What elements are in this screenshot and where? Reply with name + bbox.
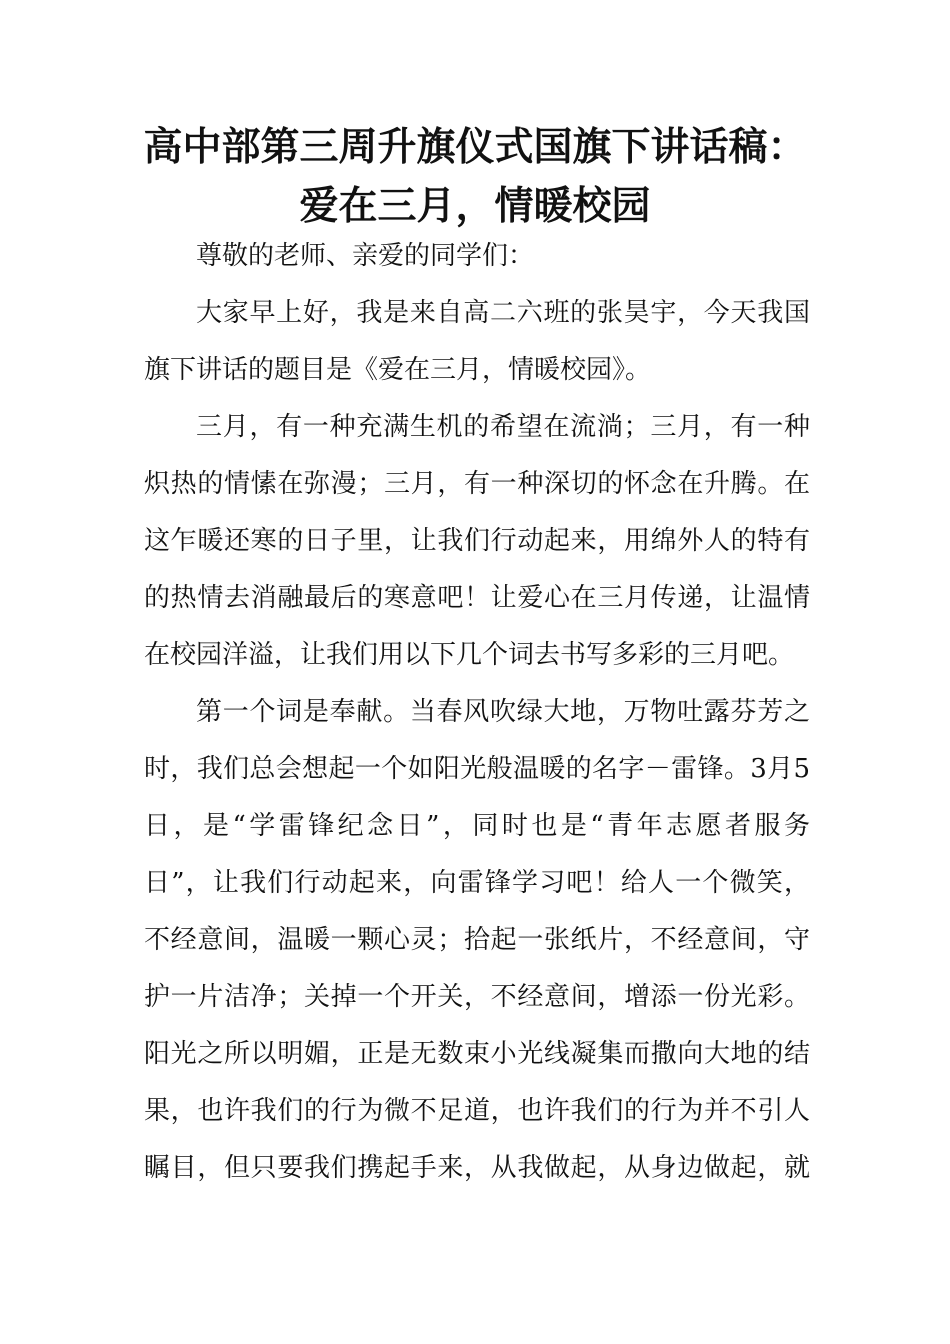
paragraph-line: 护一片洁净；关掉一个开关，不经意间，增添一份光彩。 xyxy=(144,982,810,1012)
paragraph-line: 大家早上好，我是来自高二六班的张昊宇，今天我国 xyxy=(196,298,810,328)
paragraph-line: 日，是“学雷锋纪念日”，同时也是“青年志愿者服务 xyxy=(144,811,810,841)
title-line-1: 高中部第三周升旗仪式国旗下讲话稿： xyxy=(143,124,807,170)
paragraph-line: 在校园洋溢，让我们用以下几个词去书写多彩的三月吧。 xyxy=(144,640,795,670)
paragraph-line: 的热情去消融最后的寒意吧！让爱心在三月传递，让温情 xyxy=(144,583,810,613)
paragraph-line: 炽热的情愫在弥漫；三月，有一种深切的怀念在升腾。在 xyxy=(144,469,810,499)
speech-body xyxy=(144,228,810,1197)
paragraph-line: 第一个词是奉献。当春风吹绿大地，万物吐露芬芳之 xyxy=(196,697,810,727)
paragraph-line: 时，我们总会想起一个如阳光般温暖的名字－雷锋。3月5 xyxy=(144,754,810,784)
paragraph-line: 阳光之所以明媚，正是无数束小光线凝集而撒向大地的结 xyxy=(144,1039,810,1069)
paragraph-line: 不经意间，温暖一颗心灵；拾起一张纸片，不经意间，守 xyxy=(144,925,810,955)
paragraph-line: 瞩目，但只要我们携起手来，从我做起，从身边做起，就 xyxy=(144,1153,810,1183)
title-line-2: 爱在三月，情暖校园 xyxy=(299,183,651,229)
paragraph-line: 旗下讲话的题目是《爱在三月，情暖校园》。 xyxy=(144,355,652,385)
paragraph-line: 这乍暖还寒的日子里，让我们行动起来，用绵外人的特有 xyxy=(144,526,810,556)
paragraph-line: 日”，让我们行动起来，向雷锋学习吧！给人一个微笑， xyxy=(144,868,810,898)
paragraph-line: 果，也许我们的行为微不足道，也许我们的行为并不引人 xyxy=(144,1096,810,1126)
paragraph-line: 三月，有一种充满生机的希望在流淌；三月，有一种 xyxy=(196,412,810,442)
salutation: 尊敬的老师、亲爱的同学们： xyxy=(196,241,535,271)
